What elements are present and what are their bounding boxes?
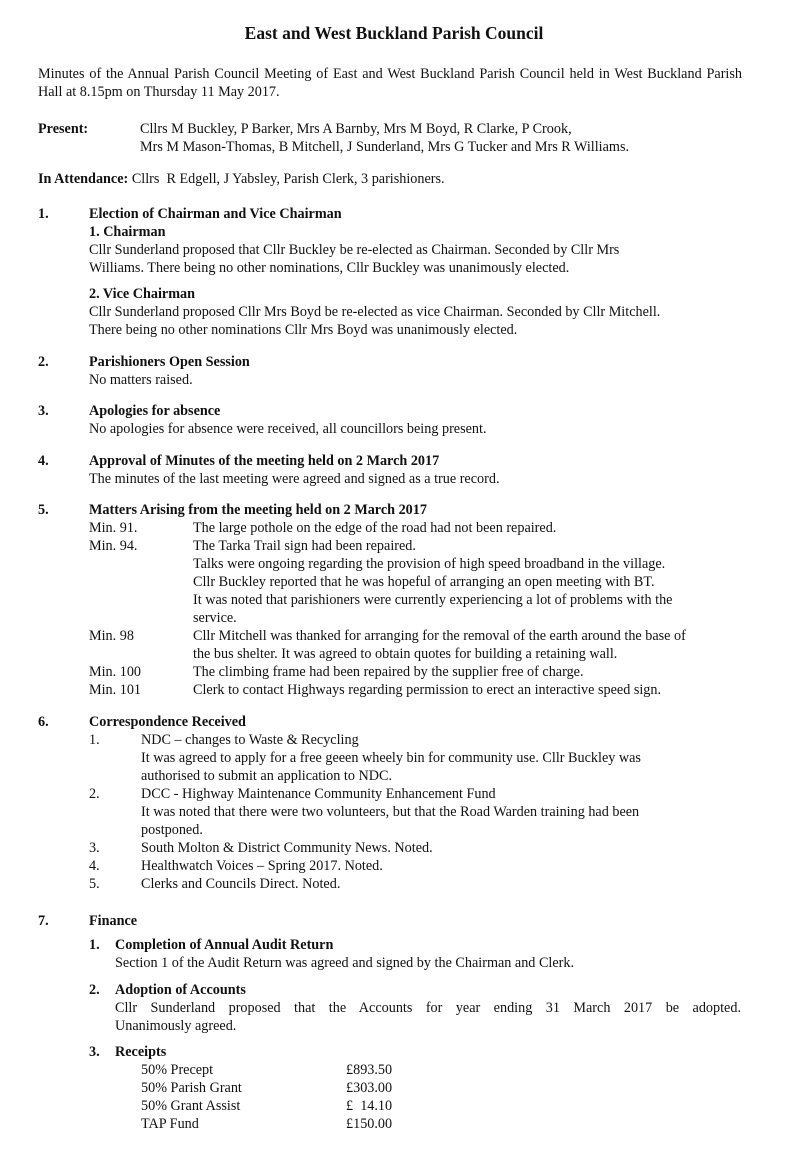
item-finance-heading	[89, 912, 741, 930]
receipt-label: 50% Precept	[141, 1062, 214, 1078]
correspondence-text: Clerks and Councils Direct. Noted.	[141, 876, 341, 892]
minute-text: Clerk to contact Highways regarding permission to erect an interactive speed sign.	[193, 682, 662, 698]
minute-text: Cllr Mitchell was thanked for arranging for the removal of the earth around the base of	[193, 628, 686, 644]
item-number: 6.	[38, 714, 49, 730]
finance-line: Cllr Sunderland proposed that the Accounts for year ending 31 March 2017 be adopted.	[115, 1000, 741, 1016]
item-apologies	[89, 402, 741, 438]
item-text: The minutes of the last meeting were agreed and signed as a true record.	[89, 471, 500, 487]
correspondence-text: postponed.	[141, 822, 203, 838]
item-number: 5.	[38, 502, 49, 518]
minute-label: Min. 100	[89, 664, 142, 680]
receipt-amount: £150.00	[346, 1116, 393, 1132]
item-number: 1.	[38, 206, 49, 222]
item-number: 7.	[38, 913, 49, 929]
finance-line: Unanimously agreed.	[115, 1018, 237, 1034]
finance-sub-number: 1.	[89, 937, 100, 953]
finance-sub-number: 3.	[89, 1044, 100, 1060]
minute-label: Min. 91.	[89, 520, 138, 536]
correspondence-text: South Molton & District Community News. Noted.	[141, 840, 433, 856]
item-heading: Finance	[89, 913, 138, 929]
minute-entry	[193, 681, 741, 699]
minute-entry	[193, 537, 741, 627]
minute-text: It was noted that parishioners were currently experiencing a lot of problems with the	[193, 592, 673, 608]
correspondence-text: It was noted that there were two volunteers, but that the Road Warden training had been	[141, 804, 640, 820]
minute-label: Min. 94.	[89, 538, 138, 554]
correspondence-text: NDC – changes to Waste & Recycling	[141, 732, 359, 748]
item-open-session	[89, 353, 741, 389]
finance-line: Section 1 of the Audit Return was agreed and signed by the Chairman and Clerk.	[115, 955, 575, 971]
correspondence-text: DCC - Highway Maintenance Community Enhancement Fund	[141, 786, 496, 802]
minute-entry	[193, 519, 741, 537]
finance-text	[115, 999, 741, 1035]
correspondence-text: authorised to submit an application to NDC.	[141, 768, 393, 784]
attendance-text: Cllrs R Edgell, J Yabsley, Parish Clerk, 3 parishioners.	[128, 171, 445, 187]
item-approval	[89, 452, 741, 488]
attendance	[38, 170, 445, 188]
item-text: There being no other nominations Cllr Mrs Boyd was unanimously elected.	[89, 322, 518, 338]
item-heading: Apologies for absence	[89, 403, 221, 419]
minute-text: The large pothole on the edge of the road had not been repaired.	[193, 520, 557, 536]
minute-label: Min. 98	[89, 628, 134, 644]
minute-text: The Tarka Trail sign had been repaired.	[193, 538, 416, 554]
item-election	[89, 205, 741, 277]
item-text: No matters raised.	[89, 372, 193, 388]
correspondence-text: It was agreed to apply for a free geeen wheely bin for community use. Cllr Buckley was	[141, 750, 641, 766]
minute-text: the bus shelter. It was agreed to obtain quotes for building a retaining wall.	[193, 646, 618, 662]
item-matters-heading	[89, 501, 741, 519]
present-label: Present:	[38, 121, 89, 137]
present-line: Mrs M Mason-Thomas, B Mitchell, J Sunderland, Mrs G Tucker and Mrs R Williams.	[140, 139, 630, 155]
item-vice-chairman	[89, 285, 741, 339]
subheading: 1. Chairman	[89, 224, 166, 240]
item-text: Cllr Sunderland proposed that Cllr Buckley be re-elected as Chairman. Seconded by Cllr Mrs	[89, 242, 620, 258]
item-number: 2.	[38, 354, 49, 370]
item-correspondence-heading	[89, 713, 741, 731]
item-number: 3.	[38, 403, 49, 419]
item-text: Cllr Sunderland proposed Cllr Mrs Boyd be re-elected as vice Chairman. Seconded by Cllr Mitchell.	[89, 304, 661, 320]
correspondence-entry	[141, 857, 741, 875]
receipt-amount: £893.50	[346, 1062, 393, 1078]
receipt-amount: £ 14.10	[346, 1098, 393, 1114]
item-text: No apologies for absence were received, all councillors being present.	[89, 421, 487, 437]
minute-text: The climbing frame had been repaired by the supplier free of charge.	[193, 664, 584, 680]
finance-sub-heading: Adoption of Accounts	[115, 982, 246, 998]
correspondence-entry	[141, 839, 741, 857]
item-text: Williams. There being no other nominations, Cllr Buckley was unanimously elected.	[89, 260, 570, 276]
receipt-amount: £303.00	[346, 1080, 393, 1096]
correspondence-entry	[141, 875, 741, 893]
item-heading: Matters Arising from the meeting held on 2 March 2017	[89, 502, 427, 518]
correspondence-number: 4.	[89, 858, 100, 874]
correspondence-entry	[141, 731, 741, 785]
present-list	[140, 120, 629, 156]
minute-text: Talks were ongoing regarding the provision of high speed broadband in the village.	[193, 556, 666, 572]
minute-entry	[193, 663, 741, 681]
minute-label: Min. 101	[89, 682, 142, 698]
document-title: East and West Buckland Parish Council	[244, 23, 544, 43]
finance-sub-heading: Completion of Annual Audit Return	[115, 937, 334, 953]
finance-sub-heading: Receipts	[115, 1044, 167, 1060]
minute-text: Cllr Buckley reported that he was hopeful of arranging an open meeting with BT.	[193, 574, 655, 590]
minute-text: service.	[193, 610, 237, 626]
correspondence-number: 5.	[89, 876, 100, 892]
finance-sub-number: 2.	[89, 982, 100, 998]
item-heading: Election of Chairman and Vice Chairman	[89, 206, 342, 222]
receipt-label: 50% Grant Assist	[141, 1098, 241, 1114]
correspondence-number: 1.	[89, 732, 100, 748]
finance-text	[115, 954, 741, 972]
item-heading: Approval of Minutes of the meeting held on 2 March 2017	[89, 453, 440, 469]
item-number: 4.	[38, 453, 49, 469]
present-line: Cllrs M Buckley, P Barker, Mrs A Barnby, Mrs M Boyd, R Clarke, P Crook,	[140, 121, 572, 137]
item-heading: Correspondence Received	[89, 714, 246, 730]
correspondence-entry	[141, 785, 741, 839]
receipt-label: TAP Fund	[141, 1116, 199, 1132]
item-heading: Parishioners Open Session	[89, 354, 250, 370]
correspondence-text: Healthwatch Voices – Spring 2017. Noted.	[141, 858, 383, 874]
minute-entry	[193, 627, 741, 663]
correspondence-number: 3.	[89, 840, 100, 856]
correspondence-number: 2.	[89, 786, 100, 802]
attendance-label: In Attendance:	[38, 171, 129, 187]
subheading: 2. Vice Chairman	[89, 286, 196, 302]
intro-paragraph: Minutes of the Annual Parish Council Meeting of East and West Buckland Parish Council held in West Buckland Parish Hall at 8.15pm on Thursday 11 May 2017.	[38, 66, 742, 100]
receipt-label: 50% Parish Grant	[141, 1080, 242, 1096]
